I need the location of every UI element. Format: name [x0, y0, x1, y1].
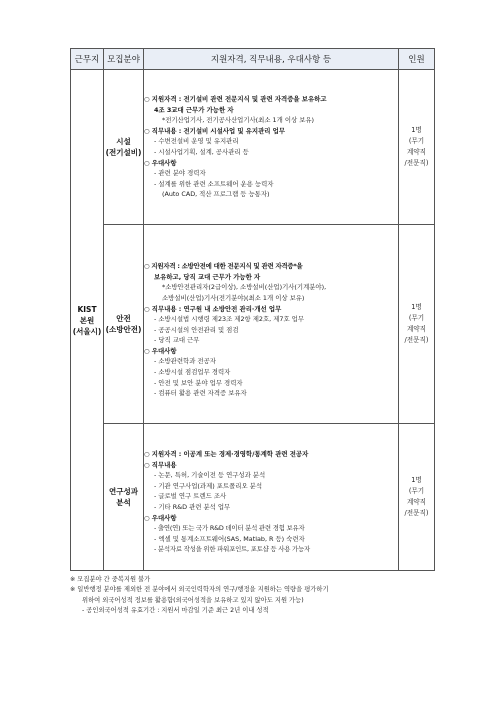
count-line: 계약직	[406, 498, 427, 506]
detail-line: 보유하고, 당직 교대 근무가 가능한 자	[154, 272, 261, 281]
count-line: (무기	[408, 487, 425, 495]
location-line: KIST	[77, 304, 97, 314]
count-cell	[399, 424, 435, 571]
detail-line: - 안전 및 보안 분야 업무 경력자	[154, 378, 243, 387]
header-location: 근무지	[71, 49, 104, 70]
detail-line: - 소방관련학과 전공자	[154, 357, 216, 366]
detail-line: - 분석자료 작성을 위한 파워포인트, 포토샵 등 사용 가능자	[154, 545, 310, 554]
count-line: /전문직)	[404, 159, 429, 167]
detail-line: *소방안전관리자(2급이상), 소방설비(산업)기사(기계분야),	[162, 283, 327, 292]
count-line: /전문직)	[404, 336, 429, 344]
detail-line: - 당직 교대 근무	[154, 336, 200, 345]
field-cell	[104, 424, 144, 571]
detail-line: - 소방시설법 시행령 제23조 제2항 제2호, 제7호 업무	[154, 315, 305, 324]
count-cell	[399, 70, 435, 225]
detail-line: ○ 직무내용 : 연구원 내 소방안전 관리·개선 업무	[144, 304, 282, 313]
location-cell	[71, 70, 104, 571]
count-line: (무기	[408, 137, 425, 145]
detail-line: ○ 지원자격 : 이공계 또는 경제·경영학/통계학 관련 전공자	[144, 450, 309, 459]
footnotes	[70, 575, 470, 617]
detail-line: 4조 3교대 근무가 가능한 자	[154, 105, 234, 114]
count-line: 1명	[411, 126, 422, 134]
count-cell	[399, 225, 435, 424]
detail-line: ○ 지원자격 : 소방안전에 대한 전문지식 및 관련 자격증*을	[144, 262, 303, 271]
count-line: 1명	[411, 303, 422, 311]
detail-line: - 시설사업기획, 설계, 공사관리 등	[154, 148, 249, 156]
detail-line: - 공공시설의 안전관리 및 점검	[154, 325, 239, 334]
detail-line: - 글로벌 연구 트렌드 조사	[154, 492, 227, 501]
header-field: 모집분야	[104, 49, 144, 70]
table-row	[71, 70, 435, 225]
header-count: 인원	[399, 49, 435, 70]
footnote: 위하여 외국어성적 정보를 활용함(외국어성적을 보유하고 있지 않아도 지원 가능)	[82, 596, 304, 604]
detail-line: - 소방시설 점검업무 경력자	[154, 368, 231, 377]
field-line: (전기설비)	[105, 148, 142, 157]
count-line: 계약직	[406, 148, 427, 156]
detail-line: - 기타 R&D 관련 분석 업무	[154, 503, 231, 511]
detail-line: - 설계를 위한 관련 소프트웨어 운용 능력자	[154, 179, 274, 188]
details-cell	[144, 70, 399, 225]
field-line: 안전	[116, 314, 131, 323]
detail-line: ○ 직무내용	[144, 460, 177, 469]
details-cell	[144, 424, 399, 571]
location-line: (서울시)	[72, 326, 102, 336]
detail-line: 소방설비(산업)기사(전기분야)(최소 1개 이상 보유)	[162, 293, 305, 302]
header-details: 지원자격, 직무내용, 우대사항 등	[144, 49, 399, 70]
detail-line: ○ 우대사항	[144, 158, 177, 167]
detail-line: - 기관 연구사업(과제) 포트폴리오 분석	[154, 481, 263, 490]
location-line: 본원	[79, 315, 95, 325]
detail-line: - 엑셀 및 통계소프트웨어(SAS, Matlab, R 등) 숙련자	[154, 534, 305, 543]
footnote: ※ 일반행정 분야를 제외한 전 분야에서 외국인력학자의 연구/행정을 지원하는 역량을 평가하기	[70, 586, 329, 594]
table-header-row	[71, 49, 435, 70]
detail-line: - 관련 분야 경력자	[154, 169, 206, 178]
field-line: 시설	[116, 137, 131, 146]
field-line: 분석	[116, 498, 131, 507]
count-line: (무기	[408, 314, 425, 322]
field-cell	[104, 70, 144, 225]
table-row	[71, 424, 435, 571]
detail-line: - 출연(연) 또는 국가 R&D 데이터 분석 관련 경험 보유자	[154, 524, 305, 533]
detail-line: - 컴퓨터 활용 관련 자격증 보유자	[154, 389, 247, 398]
detail-line: - 수변전설비 운영 및 유지관리	[154, 137, 239, 146]
detail-line: ○ 우대사항	[144, 346, 177, 355]
details-cell	[144, 225, 399, 424]
count-line: 1명	[411, 476, 422, 484]
count-line: 계약직	[406, 325, 427, 333]
detail-line: ○ 직무내용 : 전기설비 시설사업 및 유지관리 업무	[144, 126, 285, 135]
recruit-table	[70, 48, 435, 571]
footnote: ※ 모집분야 간 중복지원 불가	[70, 576, 151, 583]
detail-line: ○ 지원자격 : 전기설비 관련 전문지식 및 관련 자격증을 보유하고	[144, 95, 327, 104]
detail-line: (Auto CAD, 적산 프로그램 등 능통자)	[162, 190, 270, 199]
field-line: (소방안전)	[105, 325, 142, 334]
field-cell	[104, 225, 144, 424]
table-row	[71, 225, 435, 424]
field-line: 연구성과	[109, 487, 138, 496]
detail-line: ○ 우대사항	[144, 513, 177, 522]
count-line: /전문직)	[404, 509, 429, 517]
detail-line: *전기산업기사, 전기공사산업기사(최소 1개 이상 보유)	[162, 116, 315, 125]
detail-line: - 논문, 특허, 기술이전 등 연구성과 분석	[154, 471, 266, 480]
footnote: - 공인외국어성적 유효기간 : 지원서 마감일 기준 최근 2년 이내 성적	[82, 607, 269, 615]
